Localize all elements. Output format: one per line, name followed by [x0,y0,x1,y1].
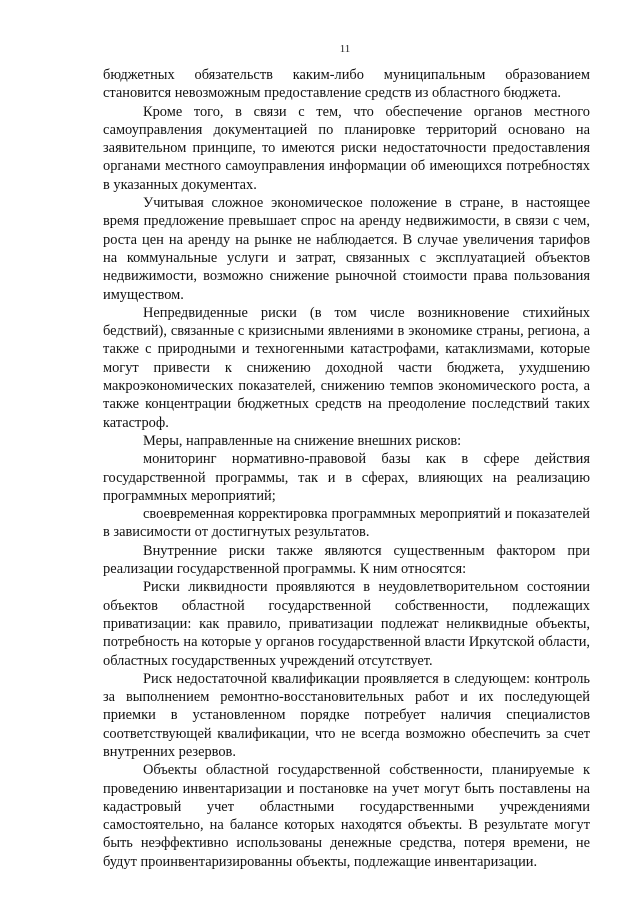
paragraph-measure-monitoring: мониторинг нормативно-правовой базы как в сфере действия государственной программы, так и в сферах, влияющих на реализацию программных мероприятий; [103,451,590,504]
paragraph-measure-adjustment: своевременная корректировка программных мероприятий и показателей в зависимости от достигнутых результатов. [103,506,590,541]
paragraph-qualification-risk: Риск недостаточной квалификации проявляется в следующем: контроль за выполнением ремонтно-восстановительных работ и их последующей приемки в установленном порядке потребует наличия специалистов соответствующей квалификации, что не всегда возможно обеспечить за счет внутренних резервов. [103,670,590,760]
page-number: 11 [339,43,351,55]
paragraph-documentation-risk: Кроме того, в связи с тем, что обеспечение органов местного самоуправления документацией по планировке территорий основано на заявительном принципе, то имеются риски недостаточности предоставления органами местного самоуправления информации об имеющихся потребностях в указанных документах. [103,103,590,193]
paragraph-unforeseen-risks: Непредвиденные риски (в том числе возникновение стихийных бедствий), связанные с кризисными явлениями в экономике страны, региона, а также с природными и техногенными катастрофами, катаклизмами, которые могут привести к снижению доходной части бюджета, ухудшению макроэкономических показателей, снижению темпов экономического роста, а также концентрации бюджетных средств на преодоление последствий таких катастроф. [103,304,590,431]
paragraph-inventory-objects: Объекты областной государственной собственности, планируемые к проведению инвентаризации и постановке на учет могут быть поставлены на кадастровый учет областными государственными учреждениями самостоятельно, на балансе которых находятся объекты. В результате могут быть неэффективно использованы денежные средства, потеря времени, не будут проинвентаризированны объекты, подлежащие инвентаризации. [103,762,590,870]
paragraph-continuation: бюджетных обязательств каким-либо муниципальным образованием становится невозможным предоставление средств из областного бюджета. [103,67,590,102]
paragraph-external-measures-heading: Меры, направленные на снижение внешних рисков: [143,432,462,449]
body-text [103,66,590,871]
paragraph-internal-risks: Внутренние риски также являются существенным фактором при реализации государственной программы. К ним относятся: [103,542,590,578]
paragraph-economic-situation: Учитывая сложное экономическое положение в стране, в настоящее время предложение превышает спрос на аренду недвижимости, в связи с чем, роста цен на аренду на рынке не наблюдается. В случае увеличения тарифов на коммунальные услуги и затрат, связанных с эксплуатацией объектов недвижимости, возможно снижение рыночной стоимости права пользования имуществом. [103,195,590,303]
paragraph-liquidity-risks: Риски ликвидности проявляются в неудовлетворительном состоянии объектов областной государственной собственности, подлежащих приватизации: как правило, приватизации подлежат неликвидные объекты, потребность на которые у органов государственной власти Иркутской области, областных государственных учреждений отсутствует. [103,579,590,669]
